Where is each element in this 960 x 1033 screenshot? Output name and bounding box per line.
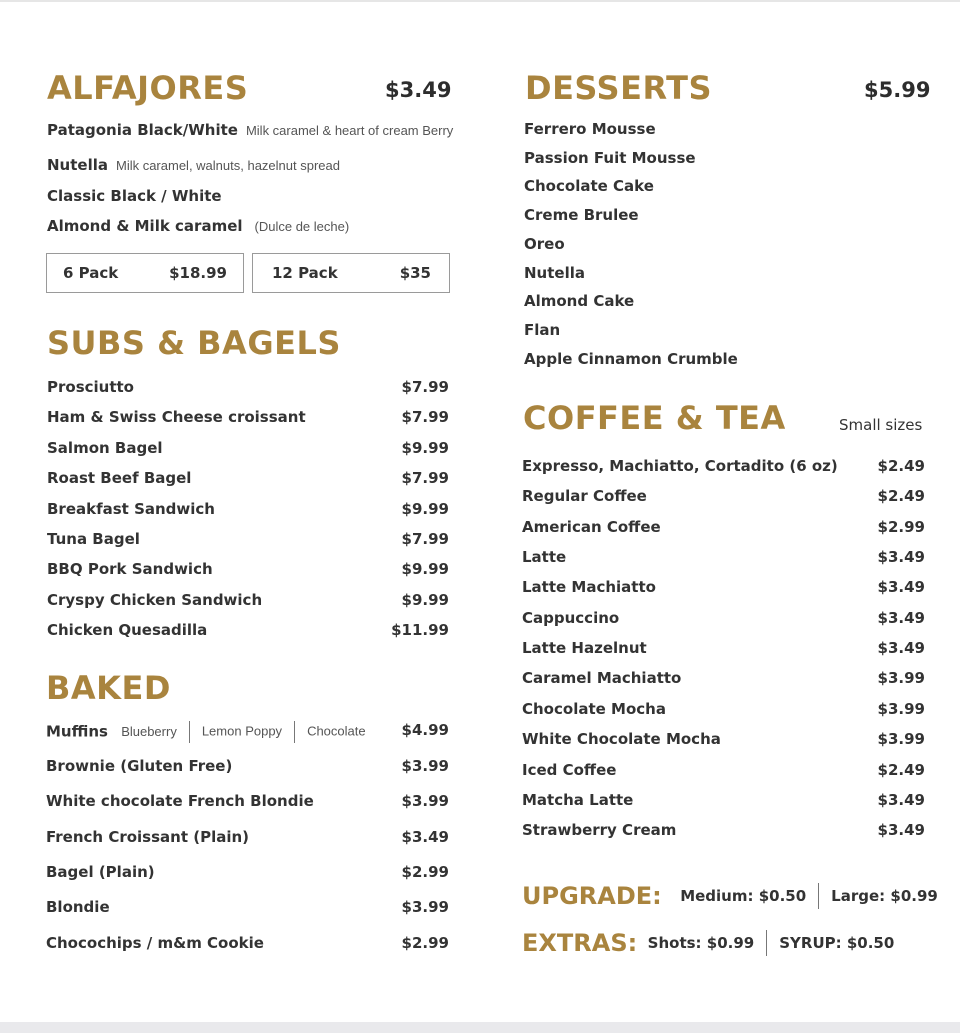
pack-box-12	[252, 253, 450, 293]
list-item-name: Chocochips / m&m Cookie	[46, 934, 264, 952]
list-item-price: $3.49	[877, 791, 925, 809]
upgrade-label: UPGRADE:	[522, 882, 662, 910]
list-item-name: Latte Machiatto	[522, 578, 656, 596]
list-item-name: Breakfast Sandwich	[47, 500, 215, 518]
item-name: Almond & Milk caramel	[47, 217, 243, 235]
divider	[294, 721, 295, 743]
upgrade-large: Large: $0.99	[831, 887, 938, 905]
list-item-price: $7.99	[401, 469, 449, 487]
list-item-name: Cryspy Chicken Sandwich	[47, 591, 263, 609]
list-item-name: Nutella	[524, 264, 585, 282]
list-item-name: American Coffee	[522, 518, 661, 536]
upgrade-medium: Medium: $0.50	[680, 887, 807, 905]
list-item-price: $3.49	[877, 548, 925, 566]
list-item-price: $2.49	[877, 761, 925, 779]
menu-item	[47, 158, 340, 173]
baked-title: BAKED	[46, 669, 171, 707]
list-item-price: $2.99	[877, 518, 925, 536]
extras-syrup: SYRUP: $0.50	[779, 934, 895, 952]
list-item-name: Matcha Latte	[522, 791, 634, 809]
muffin-option: Chocolate	[307, 723, 366, 739]
list-item-name: Apple Cinnamon Crumble	[524, 350, 738, 368]
item-name: Patagonia Black/White	[47, 121, 238, 139]
list-item-price: $3.99	[877, 669, 925, 687]
divider	[189, 721, 190, 743]
extras-row	[522, 928, 894, 958]
extras-shots: Shots: $0.99	[647, 934, 755, 952]
list-item-price: $9.99	[401, 560, 449, 578]
list-item-name: Tuna Bagel	[47, 530, 140, 548]
list-item-name: Regular Coffee	[522, 487, 647, 505]
list-item-price: $7.99	[401, 530, 449, 548]
list-item-name: Almond Cake	[524, 292, 635, 310]
desserts-title: DESSERTS	[525, 69, 713, 107]
list-item-price: $11.99	[391, 621, 449, 639]
list-item-price: $3.99	[401, 792, 449, 810]
list-item-price: $3.99	[401, 898, 449, 916]
list-item-price: $2.99	[401, 934, 449, 952]
pack-price: $18.99	[169, 264, 227, 282]
list-item-name: White Chocolate Mocha	[522, 730, 721, 748]
pack-box-6	[46, 253, 244, 293]
coffee-title: COFFEE & TEA	[523, 399, 786, 437]
upgrade-row	[522, 881, 938, 911]
subs-title: SUBS & BAGELS	[47, 324, 341, 362]
bottom-border	[0, 1022, 960, 1033]
list-item-name: Cappuccino	[522, 609, 620, 627]
desserts-price: $5.99	[864, 78, 931, 102]
list-item-name: Chicken Quesadilla	[47, 621, 208, 639]
menu-item	[47, 123, 453, 138]
list-item-price: $7.99	[401, 378, 449, 396]
item-name: Nutella	[47, 156, 108, 174]
item-name: Classic Black / White	[47, 187, 222, 205]
pack-label: 6 Pack	[63, 264, 119, 282]
list-item-name: French Croissant (Plain)	[46, 828, 250, 846]
item-desc: (Dulce de leche)	[254, 219, 350, 234]
list-item-name: Blondie	[46, 898, 110, 916]
list-item-price: $3.49	[877, 639, 925, 657]
list-item-price: $9.99	[401, 500, 449, 518]
list-item-price: $3.49	[877, 821, 925, 839]
list-item-name: Creme Brulee	[524, 206, 639, 224]
list-item-price: $3.49	[877, 609, 925, 627]
list-item-price: $9.99	[401, 591, 449, 609]
list-item-name: BBQ Pork Sandwich	[47, 560, 213, 578]
list-item-price: $3.49	[401, 828, 449, 846]
list-item-name: Roast Beef Bagel	[47, 469, 192, 487]
item-name: Muffins	[46, 722, 108, 741]
list-item-name: Strawberry Cream	[522, 821, 677, 839]
list-item-name: White chocolate French Blondie	[46, 792, 314, 810]
extras-label: EXTRAS:	[522, 929, 638, 957]
muffin-option: Blueberry	[121, 723, 177, 739]
list-item-price: $7.99	[401, 408, 449, 426]
list-item-name: Salmon Bagel	[47, 439, 163, 457]
pack-label: 12 Pack	[272, 264, 338, 282]
top-border	[0, 0, 960, 2]
list-item-name: Expresso, Machiatto, Cortadito (6 oz)	[522, 457, 838, 475]
list-item-price: $9.99	[401, 439, 449, 457]
list-item-name: Oreo	[524, 235, 565, 253]
alfajores-title: ALFAJORES	[47, 69, 249, 107]
item-desc: Milk caramel, walnuts, hazelnut spread	[115, 158, 340, 173]
muffin-option: Lemon Poppy	[201, 723, 283, 739]
muffins-item	[46, 720, 366, 743]
list-item-name: Ferrero Mousse	[524, 120, 656, 138]
list-item-name: Latte Hazelnut	[522, 639, 647, 657]
menu-item	[47, 189, 222, 204]
list-item-name: Brownie (Gluten Free)	[46, 757, 233, 775]
muffins-price: $4.99	[401, 721, 449, 739]
list-item-price: $2.49	[877, 487, 925, 505]
list-item-price: $3.99	[877, 700, 925, 718]
list-item-name: Iced Coffee	[522, 761, 617, 779]
list-item-name: Chocolate Mocha	[522, 700, 666, 718]
menu-item	[47, 219, 349, 234]
list-item-name: Caramel Machiatto	[522, 669, 682, 687]
alfajores-price: $3.49	[385, 78, 452, 102]
list-item-name: Prosciutto	[47, 378, 134, 396]
list-item-price: $3.49	[877, 578, 925, 596]
pack-price: $35	[399, 264, 431, 282]
list-item-name: Flan	[524, 321, 561, 339]
item-desc: Milk caramel & heart of cream Berry	[245, 123, 454, 138]
divider	[818, 883, 819, 909]
list-item-name: Latte	[522, 548, 567, 566]
list-item-name: Chocolate Cake	[524, 177, 654, 195]
list-item-name: Bagel (Plain)	[46, 863, 155, 881]
list-item-price: $3.99	[401, 757, 449, 775]
list-item-price: $2.99	[401, 863, 449, 881]
list-item-name: Passion Fuit Mousse	[524, 149, 696, 167]
list-item-price: $3.99	[877, 730, 925, 748]
list-item-price: $2.49	[877, 457, 925, 475]
size-note: Small sizes	[839, 416, 923, 434]
list-item-name: Ham & Swiss Cheese croissant	[47, 408, 306, 426]
divider	[766, 930, 767, 956]
